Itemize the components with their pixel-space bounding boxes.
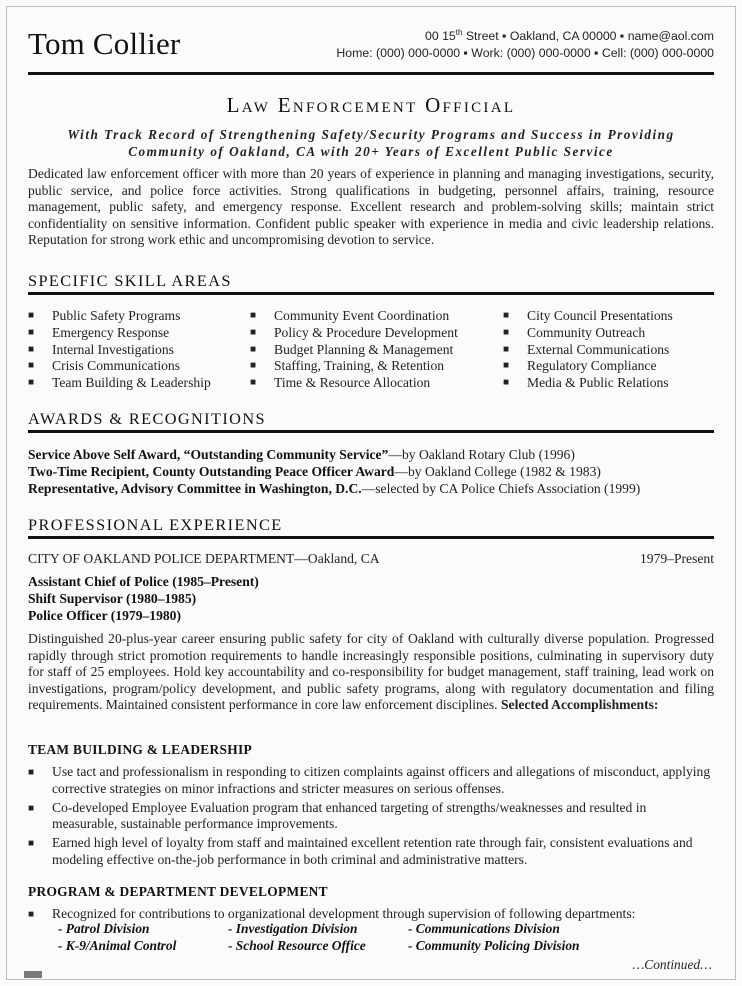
skills-heading: SPECIFIC SKILL AREAS	[28, 271, 232, 290]
street-suffix: th	[455, 28, 463, 37]
division-item: - K-9/Animal Control	[58, 937, 177, 953]
skill-item	[250, 375, 458, 392]
job-title: Shift Supervisor (1980–1985)	[28, 591, 197, 606]
skill-label: Staffing, Training, & Retention	[274, 358, 445, 374]
skill-item	[28, 342, 211, 359]
divisions-column-1	[58, 921, 176, 954]
award-source: —by Oakland College (1982 & 1983)	[394, 464, 601, 479]
skills-rule	[28, 292, 714, 295]
skill-item	[503, 375, 673, 392]
skill-item	[250, 308, 458, 325]
job-titles	[28, 573, 259, 624]
bullet-icon: ■	[250, 360, 257, 372]
skill-label: Team Building & Leadership	[52, 375, 211, 391]
bullet-icon: ■	[28, 838, 35, 850]
skill-item	[503, 342, 673, 359]
skill-item	[250, 325, 458, 342]
division-item: - Investigation Division	[228, 921, 358, 936]
awards-list	[28, 446, 714, 497]
employer-location: —Oakland, CA	[294, 551, 380, 566]
award-item	[28, 463, 714, 480]
award-source: —selected by CA Police Chiefs Association (1999)	[361, 481, 641, 496]
award-source: —by Oakland Rotary Club (1996)	[388, 447, 575, 462]
divisions-column-3	[408, 921, 580, 954]
accomplishments-label: Selected Accomplishments:	[497, 697, 659, 713]
tagline-line-1: With Track Record of Strengthening Safety/Security Programs and Success in Providing	[67, 127, 675, 142]
skill-label: Time & Resource Allocation	[274, 375, 431, 391]
skill-item	[250, 342, 458, 359]
bullet-icon: ■	[28, 343, 35, 355]
team-building-list	[28, 764, 714, 871]
experience-description	[28, 631, 714, 714]
bullet-icon: ■	[250, 377, 257, 389]
employer-row	[28, 551, 714, 567]
job-title: Police Officer (1979–1980)	[28, 608, 182, 623]
skills-column-1	[28, 308, 211, 392]
award-item	[28, 480, 714, 497]
skill-item	[28, 325, 211, 342]
address-line	[336, 24, 714, 45]
list-item	[28, 835, 714, 868]
bullet-icon: ■	[503, 377, 510, 389]
award-item	[28, 446, 714, 463]
bullet-icon: ■	[28, 360, 35, 372]
bullet-icon: ■	[28, 909, 35, 920]
list-item	[28, 764, 714, 797]
phone-line: Home: (000) 000-0000 ▪ Work: (000) 000-0000 ▪ Cell: (000) 000-0000	[336, 46, 714, 61]
award-title: Two-Time Recipient, County Outstanding Peace Officer Award	[28, 464, 395, 479]
bullet-icon: ■	[503, 343, 510, 355]
job-title: Assistant Chief of Police (1985–Present)	[28, 574, 259, 589]
skill-label: Budget Planning & Management	[274, 341, 454, 357]
bullet-icon: ■	[503, 310, 510, 321]
tagline-line-2: Community of Oakland, CA with 20+ Years of Excellent Public Service	[128, 143, 614, 159]
experience-rule	[28, 536, 714, 539]
divisions-column-2	[228, 921, 366, 954]
contact-info	[336, 24, 714, 62]
division-item: - Patrol Division	[58, 921, 150, 936]
summary-paragraph: Dedicated law enforcement officer with more than 20 years of experience in planning and managing investigations, security, public service, and police force activities. Strong qualifications in budgeting, personnel affairs, training, resource management, public safety, and emergency response. Excellent research and problem-solving skills; maintain strict confidentiality on sensitive information. Confident public speaker with experience in media and civic leadership relations. Reputation for strong work ethic and uncompromising devotion to service.	[28, 166, 714, 248]
skill-item	[503, 308, 673, 325]
skill-item	[28, 358, 211, 375]
skill-label: Media & Public Relations	[527, 375, 669, 391]
bullet-icon: ■	[28, 767, 35, 778]
skill-label: Internal Investigations	[52, 341, 174, 357]
bullet-icon: ■	[503, 360, 510, 372]
header-rule	[28, 72, 714, 75]
skill-item	[503, 325, 673, 342]
skill-item	[28, 308, 211, 325]
skill-label: Regulatory Compliance	[527, 358, 657, 374]
skill-label: Emergency Response	[52, 324, 170, 340]
division-item: - Communications Division	[408, 921, 560, 936]
tagline	[28, 127, 714, 160]
awards-heading: AWARDS & RECOGNITIONS	[28, 409, 266, 428]
street-number: 00 15	[424, 29, 456, 44]
list-item-text: Earned high level of loyalty from staff and maintained excellent retention rate through fair, consistent evaluations and modeling effective on-the-job performance in both criminal and administrative matters.	[52, 835, 693, 867]
bullet-icon: ■	[28, 802, 35, 814]
award-title: Representative, Advisory Committee in Washington, D.C.	[28, 481, 362, 496]
continued-note: …Continued…	[632, 957, 712, 972]
description-text: Distinguished 20-plus-year career ensuring public safety for city of Oakland with culturally diverse population. Progressed rapidly through strict promotion requirements to handle increasingly responsible positions, culminating in supervisory duty for staff of 25 employees. Hold key accountability and co-responsibility for budget management, staff training, lead work on investigations, program/policy development, and public safety programs, along with regulatory documentation and filing requirements. Maintained consistent performance in core law enforcement disciplines.	[28, 631, 714, 713]
list-item-text: Recognized for contributions to organizational development through supervision of following departments:	[52, 906, 636, 921]
bullet-icon: ■	[28, 377, 35, 389]
employer-name: CITY OF OAKLAND POLICE DEPARTMENT	[28, 551, 295, 566]
list-item	[28, 800, 714, 833]
skill-item	[250, 358, 458, 375]
skill-item	[503, 358, 673, 375]
candidate-name: Tom Collier	[28, 26, 181, 61]
document-title: Law Enforcement Official	[226, 93, 516, 117]
division-item: - Community Policing Division	[408, 937, 580, 953]
skill-item	[28, 375, 211, 392]
skill-label: Policy & Procedure Development	[274, 324, 458, 340]
skill-label: City Council Presentations	[527, 308, 673, 323]
skill-label: Crisis Communications	[52, 358, 181, 374]
skills-column-2	[250, 308, 458, 392]
awards-rule	[28, 430, 714, 433]
address-rest: Street ▪ Oakland, CA 00000 ▪ name@aol.com	[462, 29, 714, 44]
bullet-icon: ■	[250, 326, 257, 338]
skill-label: Public Safety Programs	[52, 308, 181, 323]
page-corner-mark	[24, 971, 42, 978]
bullet-icon: ■	[250, 310, 257, 321]
award-title: Service Above Self Award, “Outstanding Community Service”	[28, 447, 389, 462]
bullet-icon: ■	[503, 326, 510, 338]
employment-dates: 1979–Present	[639, 551, 714, 566]
experience-heading: PROFESSIONAL EXPERIENCE	[28, 515, 283, 534]
skill-label: Community Outreach	[527, 324, 646, 340]
skill-label: External Communications	[527, 341, 670, 357]
division-item: - School Resource Office	[228, 937, 366, 953]
bullet-icon: ■	[28, 310, 35, 321]
program-development-heading: PROGRAM & DEPARTMENT DEVELOPMENT	[28, 884, 328, 899]
bullet-icon: ■	[250, 343, 257, 355]
skill-label: Community Event Coordination	[274, 308, 450, 323]
list-item-text: Co-developed Employee Evaluation program that enhanced targeting of strengths/weaknesses and resulted in measurable, sustainable performance improvements.	[52, 799, 647, 832]
bullet-icon: ■	[28, 326, 35, 338]
team-building-heading: TEAM BUILDING & LEADERSHIP	[28, 742, 252, 757]
list-item-text: Use tact and professionalism in responding to citizen complaints against officers and allegations of misconduct, applying corrective strategies on minor infractions and stricter measures on serious offenses.	[52, 764, 711, 796]
skills-column-3	[503, 308, 673, 392]
